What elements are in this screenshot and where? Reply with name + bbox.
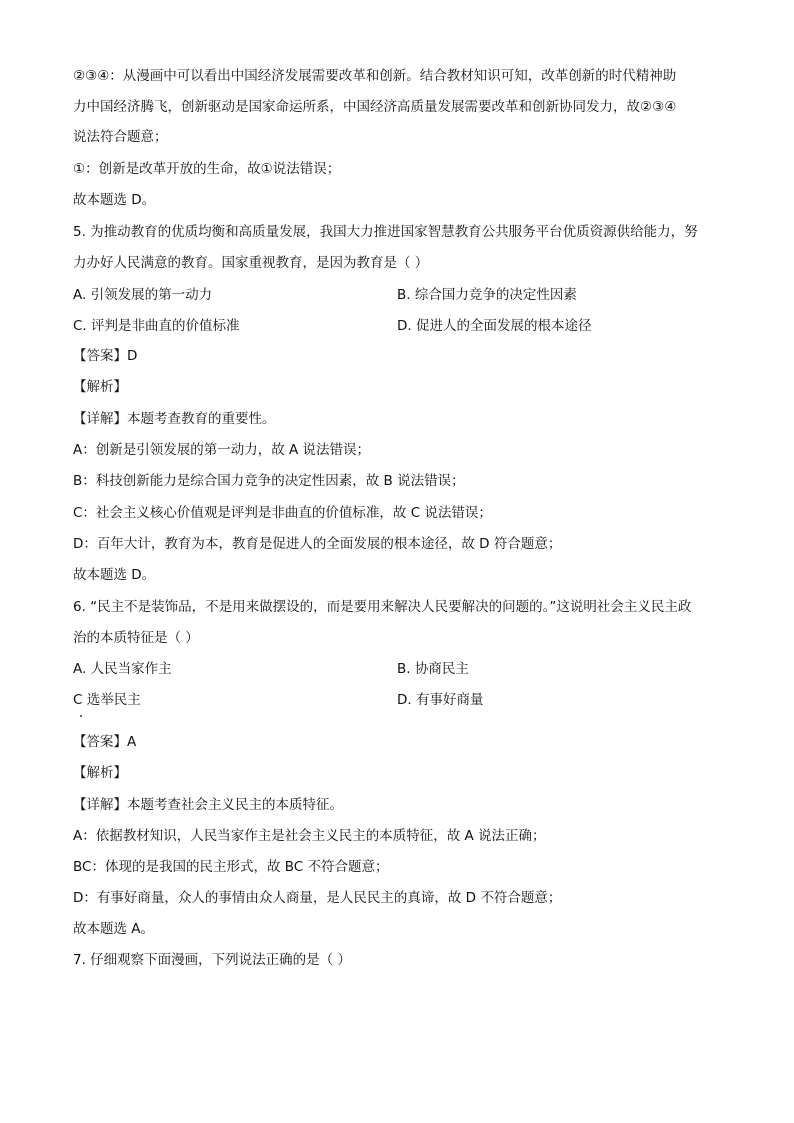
prev-answer-line-4: ①：创新是改革开放的生命，故①说法错误； [73, 161, 341, 177]
q5-explain-b: B：科技创新能力是综合国力竞争的决定性因素，故 B 说法错误； [73, 473, 465, 489]
q5-stem-line-2: 力办好人民满意的教育。国家重视教育，是因为教育是（ ） [73, 255, 429, 271]
q6-option-a: A. 人民当家作主 [73, 661, 172, 677]
scan-speck [80, 715, 82, 717]
q6-conclusion: 故本题选 A。 [73, 921, 155, 937]
q6-explain-bc: BC：体现的是我国的民主形式，故 BC 不符合题意； [73, 859, 389, 875]
q6-option-b: B. 协商民主 [397, 661, 469, 677]
q6-explain-a: A：依据教材知识，人民当家作主是社会主义民主的本质特征，故 A 说法正确； [73, 828, 546, 844]
q5-stem-line-1: 5. 为推动教育的优质均衡和高质量发展，我国大力推进国家智慧教育公共服务平台优质资源供给能力，努 [73, 224, 698, 240]
q5-analysis-label: 【解析】 [73, 379, 127, 395]
q5-option-c: C. 评判是非曲直的价值标准 [73, 318, 240, 334]
q5-option-a: A. 引领发展的第一动力 [73, 287, 213, 303]
q6-explain-d: D：有事好商量，众人的事情由众人商量，是人民民主的真谛，故 D 不符合题意； [73, 890, 562, 906]
q6-stem-line-1: 6. “民主不是装饰品，不是用来做摆设的，而是要用来解决人民要解决的问题的。”这说明社会主义民主政 [73, 599, 692, 615]
q5-option-b: B. 综合国力竞争的决定性因素 [397, 287, 577, 303]
q5-detail: 【详解】本题考查教育的重要性。 [73, 411, 276, 427]
q6-answer: 【答案】A [73, 734, 137, 750]
q6-detail: 【详解】本题考查社会主义民主的本质特征。 [73, 797, 343, 813]
q7-stem: 7. 仔细观察下面漫画，下列说法正确的是（ ） [73, 952, 351, 968]
q6-analysis-label: 【解析】 [73, 765, 127, 781]
q5-answer: 【答案】D [73, 348, 138, 364]
prev-answer-line-1: ②③④：从漫画中可以看出中国经济发展需要改革和创新。结合教材知识可知，改革创新的时代精神助 [73, 68, 677, 84]
prev-answer-line-2: 力中国经济腾飞，创新驱动是国家命运所系，中国经济高质量发展需要改革和创新协同发力，故②③④ [73, 99, 677, 115]
q5-explain-d: D：百年大计，教育为本，教育是促进人的全面发展的根本途径，故 D 符合题意； [73, 536, 562, 552]
q5-explain-a: A：创新是引领发展的第一动力，故 A 说法错误； [73, 442, 371, 458]
q6-option-d: D. 有事好商量 [397, 692, 484, 708]
q5-conclusion: 故本题选 D。 [73, 567, 156, 583]
q5-explain-c: C：社会主义核心价值观是评判是非曲直的价值标准，故 C 说法错误； [73, 505, 492, 521]
q6-stem-line-2: 治的本质特征是（ ） [73, 630, 199, 646]
prev-answer-line-3: 说法符合题意； [73, 129, 168, 145]
prev-answer-conclusion: 故本题选 D。 [73, 192, 156, 208]
q6-option-c: C 选举民主 [73, 692, 141, 708]
q5-option-d: D. 促进人的全面发展的根本途径 [397, 318, 592, 334]
